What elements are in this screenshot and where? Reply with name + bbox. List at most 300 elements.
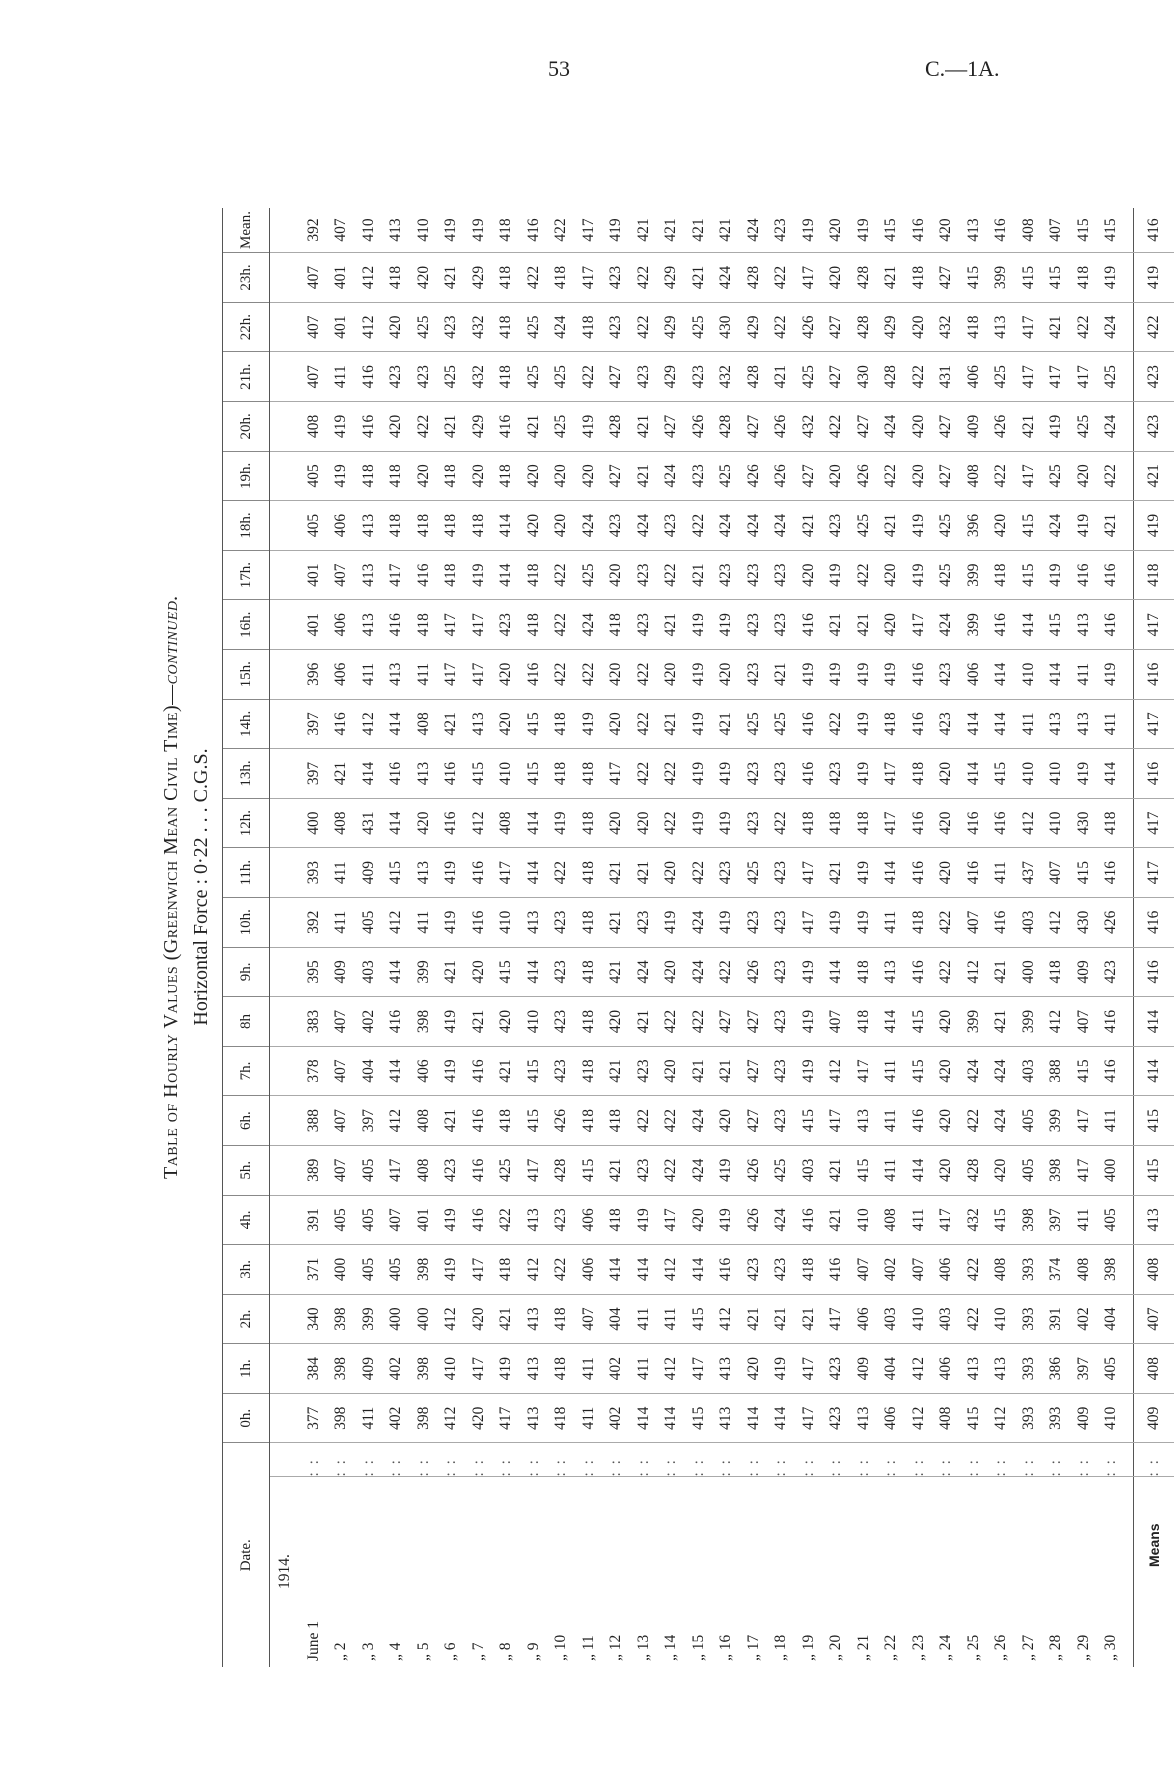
hourly-value: 416 [465, 1195, 493, 1245]
table-row [383, 208, 411, 1667]
hourly-value: 414 [905, 1145, 933, 1195]
hourly-value: 420 [493, 699, 521, 749]
hourly-value: 420 [740, 1344, 768, 1394]
hourly-value: 418 [493, 352, 521, 402]
hourly-value: 418 [575, 1046, 603, 1096]
hourly-value: 419 [1098, 253, 1126, 303]
hourly-value: 416 [905, 699, 933, 749]
hourly-value: 416 [493, 402, 521, 452]
column-header: 5h. [223, 1145, 270, 1195]
empty-cell [270, 302, 301, 352]
hourly-value: 420 [575, 451, 603, 501]
hourly-value: 413 [988, 302, 1016, 352]
mean-value: 415 [1134, 1145, 1174, 1195]
hourly-value: 416 [905, 798, 933, 848]
hourly-value: 415 [520, 699, 548, 749]
hourly-value: 429 [465, 253, 493, 303]
hourly-value: 420 [823, 208, 851, 253]
column-header: 1h. [223, 1344, 270, 1394]
hourly-value: 429 [658, 352, 686, 402]
hourly-value: 419 [850, 848, 878, 898]
hourly-value: 395 [300, 947, 328, 997]
hourly-value: 416 [383, 749, 411, 799]
table-row [410, 208, 438, 1667]
hourly-value: 427 [740, 1096, 768, 1146]
hourly-value: 408 [410, 699, 438, 749]
column-header: 14h. [223, 699, 270, 749]
hourly-value: 421 [493, 1046, 521, 1096]
hourly-value: 418 [603, 1096, 631, 1146]
hourly-value: 414 [520, 848, 548, 898]
hourly-value: 393 [1015, 1393, 1043, 1443]
hourly-value: 419 [850, 699, 878, 749]
hourly-value: 399 [355, 1294, 383, 1344]
hourly-value: 393 [1015, 1294, 1043, 1344]
hourly-value: 421 [438, 699, 466, 749]
hourly-value: 405 [1015, 1145, 1043, 1195]
date-label: „ 20 [827, 1634, 845, 1661]
hourly-value: 413 [520, 897, 548, 947]
column-header: 3h. [223, 1245, 270, 1295]
hourly-value: 405 [1098, 1195, 1126, 1245]
hourly-value: 421 [878, 501, 906, 551]
hourly-value: 402 [383, 1393, 411, 1443]
hourly-value: 415 [1070, 208, 1098, 253]
hourly-value: 414 [520, 947, 548, 997]
hourly-value: 418 [575, 1096, 603, 1146]
hourly-value: 413 [410, 848, 438, 898]
leader-dots: : : [1070, 1443, 1098, 1477]
hourly-value: 419 [1070, 749, 1098, 799]
hourly-value: 402 [603, 1393, 631, 1443]
hourly-value: 397 [300, 749, 328, 799]
table-row [493, 208, 521, 1667]
hourly-value: 419 [438, 208, 466, 253]
hourly-value: 425 [1070, 402, 1098, 452]
hourly-value: 426 [548, 1096, 576, 1146]
hourly-value: 419 [795, 997, 823, 1047]
hourly-value: 415 [795, 1096, 823, 1146]
hourly-value: 421 [740, 1294, 768, 1344]
hourly-value: 421 [823, 1145, 851, 1195]
hourly-value: 416 [795, 1195, 823, 1245]
spacer-row [1125, 208, 1134, 1667]
hourly-value: 424 [768, 1195, 796, 1245]
hourly-value: 409 [1070, 947, 1098, 997]
hourly-value: 418 [548, 1294, 576, 1344]
date-label: „ 12 [607, 1634, 625, 1661]
hourly-value: 413 [988, 1344, 1016, 1394]
table-row [438, 208, 466, 1667]
hourly-value: 420 [988, 1145, 1016, 1195]
hourly-value: 418 [575, 897, 603, 947]
hourly-value: 425 [713, 451, 741, 501]
hourly-value: 424 [988, 1096, 1016, 1146]
hourly-value: 407 [328, 550, 356, 600]
column-header: 10h. [223, 897, 270, 947]
hourly-value: 410 [410, 208, 438, 253]
hourly-value: 431 [355, 798, 383, 848]
hourly-value: 416 [520, 208, 548, 253]
leader-dots: : : [355, 1443, 383, 1477]
hourly-value: 420 [823, 451, 851, 501]
table-row [933, 208, 961, 1667]
mean-value: 408 [1134, 1245, 1174, 1295]
hourly-value: 425 [740, 848, 768, 898]
hourly-value: 413 [960, 208, 988, 253]
mean-value: 414 [1134, 997, 1174, 1047]
date-label: „ 16 [717, 1634, 735, 1661]
hourly-value: 423 [740, 897, 768, 947]
hourly-value: 413 [383, 208, 411, 253]
empty-cell [270, 947, 301, 997]
hourly-value: 419 [850, 749, 878, 799]
hourly-value: 405 [355, 1195, 383, 1245]
hourly-value: 384 [300, 1344, 328, 1394]
hourly-value: 417 [465, 650, 493, 700]
hourly-value: 411 [1070, 650, 1098, 700]
hourly-value: 420 [933, 997, 961, 1047]
hourly-value: 416 [988, 208, 1016, 253]
hourly-value: 425 [520, 352, 548, 402]
hourly-value: 425 [768, 1145, 796, 1195]
hourly-value: 398 [1015, 1195, 1043, 1245]
date-label: „ 29 [1074, 1634, 1092, 1661]
hourly-value: 405 [355, 1245, 383, 1295]
hourly-value: 421 [493, 1294, 521, 1344]
leader-dots: : : [1098, 1443, 1126, 1477]
hourly-value: 393 [1043, 1393, 1071, 1443]
hourly-value: 419 [850, 208, 878, 253]
hourly-value: 419 [548, 798, 576, 848]
hourly-value: 426 [685, 402, 713, 452]
date-label: „ 10 [552, 1634, 570, 1661]
hourly-value: 420 [905, 451, 933, 501]
hourly-value: 423 [740, 600, 768, 650]
empty-cell [270, 749, 301, 799]
hourly-value: 424 [685, 1096, 713, 1146]
hourly-value: 416 [905, 650, 933, 700]
hourly-value: 409 [355, 1344, 383, 1394]
hourly-value: 415 [988, 1195, 1016, 1245]
hourly-value: 421 [768, 352, 796, 402]
hourly-value: 416 [410, 550, 438, 600]
hourly-value: 421 [878, 253, 906, 303]
hourly-value: 405 [355, 1145, 383, 1195]
hourly-value: 421 [603, 1046, 631, 1096]
leader-dots: : : [905, 1443, 933, 1477]
mean-value: 416 [1134, 650, 1174, 700]
hourly-value: 421 [630, 402, 658, 452]
hourly-value: 415 [878, 208, 906, 253]
table-title [160, 107, 183, 1667]
hourly-value: 414 [383, 947, 411, 997]
hourly-value: 424 [713, 501, 741, 551]
hourly-value: 406 [328, 600, 356, 650]
mean-value: 416 [1134, 208, 1174, 253]
hourly-value: 419 [438, 1195, 466, 1245]
hourly-value: 403 [1015, 1046, 1043, 1096]
hourly-value: 422 [658, 798, 686, 848]
hourly-value: 410 [1015, 650, 1043, 700]
hourly-value: 426 [740, 947, 768, 997]
hourly-value: 423 [740, 650, 768, 700]
hourly-value: 421 [685, 253, 713, 303]
hourly-value: 417 [795, 1393, 823, 1443]
date-label: „ 28 [1047, 1634, 1065, 1661]
hourly-value: 420 [933, 1096, 961, 1146]
hourly-value: 418 [410, 600, 438, 650]
hourly-value: 421 [658, 208, 686, 253]
date-label: „ 4 [387, 1642, 405, 1661]
hourly-value: 411 [988, 848, 1016, 898]
hourly-value: 418 [438, 550, 466, 600]
hourly-value: 412 [438, 1294, 466, 1344]
hourly-value: 419 [878, 650, 906, 700]
empty-cell [270, 848, 301, 898]
hourly-value: 416 [465, 1145, 493, 1195]
hourly-value: 412 [383, 897, 411, 947]
hourly-value: 422 [630, 253, 658, 303]
hourly-value: 413 [713, 1393, 741, 1443]
hourly-value: 391 [300, 1195, 328, 1245]
header-row [223, 208, 270, 1667]
column-header: 19h. [223, 451, 270, 501]
hourly-value: 420 [520, 451, 548, 501]
hourly-value: 419 [1043, 550, 1071, 600]
hourly-value: 425 [575, 550, 603, 600]
hourly-value: 410 [988, 1294, 1016, 1344]
hourly-value: 423 [823, 1344, 851, 1394]
hourly-value: 424 [575, 600, 603, 650]
hourly-value: 412 [658, 1344, 686, 1394]
hourly-value: 398 [410, 997, 438, 1047]
hourly-value: 424 [685, 897, 713, 947]
hourly-value: 392 [300, 897, 328, 947]
hourly-value: 413 [520, 1393, 548, 1443]
hourly-value: 398 [1043, 1145, 1071, 1195]
hourly-value: 423 [768, 749, 796, 799]
mean-value: 415 [1134, 1096, 1174, 1146]
hourly-value: 418 [493, 1245, 521, 1295]
hourly-value: 400 [1098, 1145, 1126, 1195]
table-row [328, 208, 356, 1667]
hourly-value: 388 [1043, 1046, 1071, 1096]
hourly-value: 398 [1098, 1245, 1126, 1295]
hourly-value: 420 [658, 1046, 686, 1096]
hourly-value: 421 [685, 208, 713, 253]
hourly-value: 432 [933, 302, 961, 352]
hourly-value: 412 [1043, 897, 1071, 947]
empty-cell [270, 501, 301, 551]
hourly-value: 429 [465, 402, 493, 452]
hourly-value: 404 [355, 1046, 383, 1096]
hourly-value: 420 [383, 302, 411, 352]
hourly-value: 422 [548, 1245, 576, 1295]
hourly-value: 410 [1015, 749, 1043, 799]
hourly-value: 423 [658, 501, 686, 551]
hourly-value: 419 [713, 600, 741, 650]
hourly-value: 423 [603, 302, 631, 352]
hourly-value: 426 [740, 1195, 768, 1245]
hourly-value: 427 [823, 302, 851, 352]
hourly-value: 417 [465, 600, 493, 650]
hourly-value: 417 [575, 253, 603, 303]
hourly-value: 432 [713, 352, 741, 402]
hourly-value: 420 [465, 947, 493, 997]
hourly-value: 422 [658, 550, 686, 600]
hourly-value: 407 [328, 1046, 356, 1096]
hourly-value: 414 [988, 699, 1016, 749]
hourly-value: 412 [658, 1245, 686, 1295]
date-label: „ 30 [1102, 1634, 1120, 1661]
hourly-value: 415 [465, 749, 493, 799]
column-header: 21h. [223, 352, 270, 402]
hourly-value: 419 [493, 1344, 521, 1394]
hourly-value: 397 [355, 1096, 383, 1146]
empty-cell [1125, 1294, 1134, 1344]
hourly-value: 411 [878, 1096, 906, 1146]
column-header: 8h [223, 997, 270, 1047]
hourly-value: 413 [1070, 699, 1098, 749]
hourly-value: 393 [1015, 1344, 1043, 1394]
hourly-value: 412 [355, 699, 383, 749]
hourly-value: 421 [520, 402, 548, 452]
hourly-value: 419 [438, 997, 466, 1047]
hourly-value: 422 [685, 997, 713, 1047]
hourly-value: 421 [438, 947, 466, 997]
hourly-value: 419 [438, 1245, 466, 1295]
empty-cell [270, 1096, 301, 1146]
table-row [603, 208, 631, 1667]
empty-cell [270, 1245, 301, 1295]
hourly-value: 410 [438, 1344, 466, 1394]
hourly-value: 423 [548, 1195, 576, 1245]
column-header: 18h. [223, 501, 270, 551]
hourly-value: 414 [768, 1393, 796, 1443]
column-header: 13h. [223, 749, 270, 799]
table-row [850, 208, 878, 1667]
hourly-value: 424 [685, 1145, 713, 1195]
hourly-value: 425 [740, 699, 768, 749]
hourly-value: 420 [933, 208, 961, 253]
empty-cell [1125, 600, 1134, 650]
hourly-value: 413 [465, 699, 493, 749]
hourly-value: 402 [878, 1245, 906, 1295]
empty-cell [1125, 848, 1134, 898]
hourly-value: 423 [383, 352, 411, 402]
hourly-value: 409 [850, 1344, 878, 1394]
hourly-value: 416 [438, 749, 466, 799]
hourly-value: 414 [493, 550, 521, 600]
hourly-value: 415 [520, 749, 548, 799]
hourly-value: 398 [328, 1344, 356, 1394]
leader-dots: : : [768, 1443, 796, 1477]
hourly-value: 417 [850, 1046, 878, 1096]
hourly-value: 407 [300, 302, 328, 352]
hourly-value: 418 [493, 451, 521, 501]
column-header: 22h. [223, 302, 270, 352]
date-label: „ 9 [524, 1642, 542, 1661]
leader-dots: : : [933, 1443, 961, 1477]
hourly-value: 418 [603, 600, 631, 650]
hourly-value: 420 [548, 501, 576, 551]
hourly-value: 421 [630, 208, 658, 253]
hourly-value: 418 [1070, 253, 1098, 303]
hourly-value: 412 [465, 798, 493, 848]
hourly-value: 421 [713, 1046, 741, 1096]
hourly-value: 412 [713, 1294, 741, 1344]
hourly-value: 428 [878, 352, 906, 402]
hourly-value: 420 [410, 253, 438, 303]
hourly-value: 415 [850, 1145, 878, 1195]
hourly-value: 425 [548, 352, 576, 402]
hourly-value: 412 [905, 1393, 933, 1443]
hourly-value: 426 [795, 302, 823, 352]
hourly-value: 413 [520, 1294, 548, 1344]
hourly-value: 418 [493, 253, 521, 303]
hourly-value: 428 [713, 402, 741, 452]
hourly-value: 411 [1015, 699, 1043, 749]
hourly-value: 408 [988, 1245, 1016, 1295]
hourly-value: 419 [823, 897, 851, 947]
hourly-value: 420 [630, 798, 658, 848]
hourly-value: 419 [795, 208, 823, 253]
hourly-value: 416 [988, 897, 1016, 947]
date-label: „ 11 [579, 1635, 597, 1661]
hourly-value: 429 [658, 302, 686, 352]
hourly-value: 421 [465, 997, 493, 1047]
hourly-value: 413 [355, 600, 383, 650]
hourly-value: 411 [1098, 1096, 1126, 1146]
hourly-value: 422 [630, 1096, 658, 1146]
hourly-value: 418 [410, 501, 438, 551]
hourly-value: 420 [465, 451, 493, 501]
hourly-value: 418 [548, 253, 576, 303]
date-label: „ 8 [497, 1642, 515, 1661]
hourly-value: 419 [685, 600, 713, 650]
hourly-value: 418 [493, 302, 521, 352]
hourly-value: 423 [740, 798, 768, 848]
hourly-value: 407 [383, 1195, 411, 1245]
date-label: „ 22 [882, 1634, 900, 1661]
hourly-value: 421 [823, 1195, 851, 1245]
hourly-value: 423 [740, 1245, 768, 1295]
hourly-value: 419 [1098, 650, 1126, 700]
hourly-value: 419 [713, 798, 741, 848]
hourly-value: 420 [658, 650, 686, 700]
hourly-value: 402 [383, 1344, 411, 1394]
hourly-value: 421 [438, 1096, 466, 1146]
hourly-value: 406 [328, 501, 356, 551]
column-header: 23h. [223, 253, 270, 303]
hourly-value: 407 [328, 1145, 356, 1195]
hourly-value: 418 [575, 302, 603, 352]
mean-value: 416 [1134, 897, 1174, 947]
hourly-value: 423 [768, 1096, 796, 1146]
hourly-value: 420 [493, 997, 521, 1047]
hourly-value: 411 [328, 848, 356, 898]
hourly-value: 421 [795, 1294, 823, 1344]
hourly-value: 407 [1043, 208, 1071, 253]
hourly-value: 420 [658, 947, 686, 997]
hourly-value: 411 [878, 1046, 906, 1096]
hourly-value: 414 [493, 501, 521, 551]
hourly-value: 422 [630, 302, 658, 352]
date-label: „ 24 [937, 1634, 955, 1661]
hourly-value: 420 [465, 1393, 493, 1443]
empty-cell [1125, 402, 1134, 452]
